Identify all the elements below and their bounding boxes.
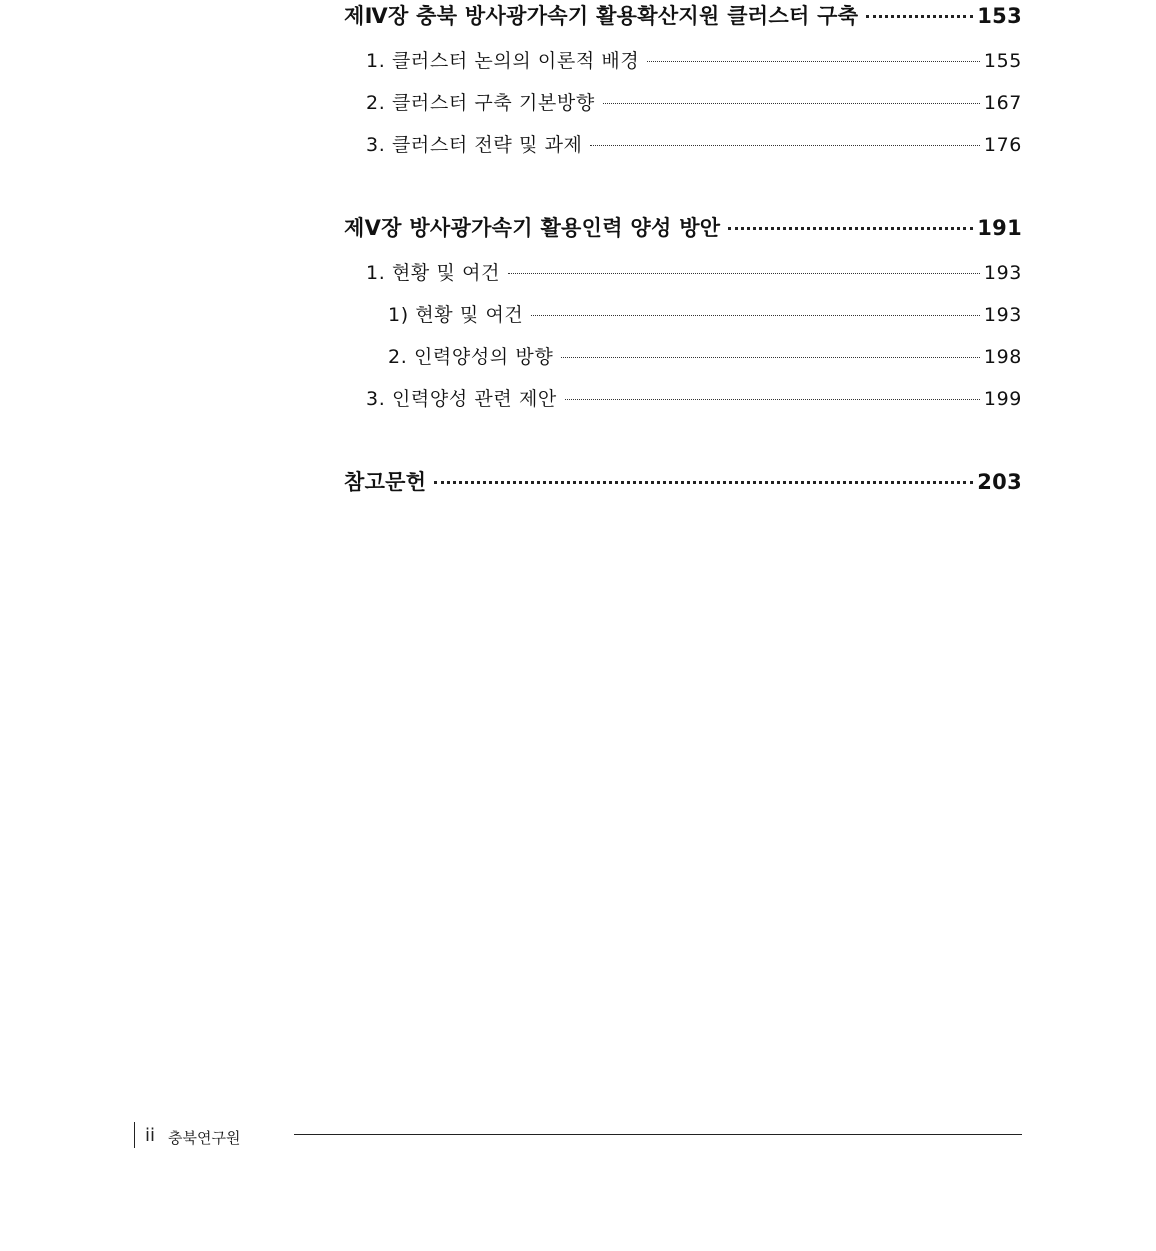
toc-entry-title: 제Ⅴ장 방사광가속기 활용인력 양성 방안 xyxy=(344,216,721,240)
toc-section-4-3[interactable] xyxy=(366,130,1022,157)
toc-entry-page: 191 xyxy=(977,216,1022,240)
toc-entry-title: 2. 인력양성의 방향 xyxy=(388,346,554,368)
toc-entry-title: 2. 클러스터 구축 기본방향 xyxy=(366,92,595,114)
footer-vertical-bar xyxy=(134,1122,135,1148)
toc-entry-page: 199 xyxy=(983,388,1022,410)
dot-leader xyxy=(728,227,973,230)
toc-section-4-1[interactable] xyxy=(366,46,1022,73)
toc-entry-title: 1. 현황 및 여건 xyxy=(366,262,501,284)
toc-entry-title: 3. 인력양성 관련 제안 xyxy=(366,388,557,410)
toc-subsection-5-2[interactable] xyxy=(388,342,1022,369)
footer-organization: 충북연구원 xyxy=(168,1129,241,1147)
toc-section-5-3[interactable] xyxy=(366,384,1022,411)
toc-chapter-5[interactable] xyxy=(344,212,1022,242)
toc-entry-page: 198 xyxy=(983,346,1022,368)
dot-leader xyxy=(561,357,980,358)
toc-entry-page: 155 xyxy=(983,50,1022,72)
toc-entry-title: 1) 현황 및 여건 xyxy=(388,304,524,326)
toc-references[interactable] xyxy=(344,466,1022,496)
dot-leader xyxy=(565,399,980,400)
toc-entry-page: 176 xyxy=(983,134,1022,156)
toc-entry-title: 제Ⅳ장 충북 방사광가속기 활용확산지원 클러스터 구축 xyxy=(344,4,859,28)
toc-entry-title: 1. 클러스터 논의의 이론적 배경 xyxy=(366,50,640,72)
dot-leader xyxy=(590,145,979,146)
toc-entry-page: 167 xyxy=(983,92,1022,114)
dot-leader xyxy=(647,61,980,62)
toc-entry-title: 3. 클러스터 전략 및 과제 xyxy=(366,134,583,156)
toc-chapter-4[interactable] xyxy=(344,0,1022,30)
toc-section-5-1[interactable] xyxy=(366,258,1022,285)
footer-page-number: ii xyxy=(145,1125,156,1146)
dot-leader xyxy=(434,481,973,484)
toc-entry-title: 참고문헌 xyxy=(344,470,427,494)
dot-leader xyxy=(508,273,980,274)
dot-leader xyxy=(603,103,980,104)
dot-leader xyxy=(531,315,980,316)
toc-entry-page: 203 xyxy=(977,470,1022,494)
toc-subsection-5-1-1[interactable] xyxy=(388,300,1022,327)
dot-leader xyxy=(866,15,973,18)
toc-entry-page: 193 xyxy=(983,304,1022,326)
toc-entry-page: 153 xyxy=(977,4,1022,28)
footer-rule xyxy=(294,1134,1022,1135)
toc-section-4-2[interactable] xyxy=(366,88,1022,115)
toc-entry-page: 193 xyxy=(983,262,1022,284)
